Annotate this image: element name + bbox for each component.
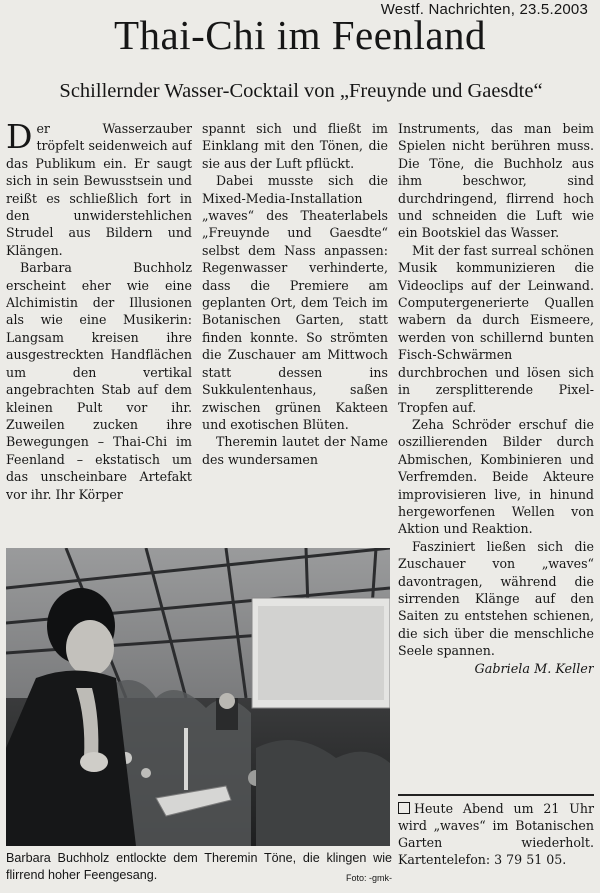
paragraph: Zeha Schröder erschuf die oszillierenden Bilder durch Abmischen, Kombinieren und Verfremden. Beide Akteure improvisieren live, in hinund hergeworfenen Wellen von Aktion und Reaktion. [398, 416, 594, 537]
article-column-2 [202, 120, 388, 542]
article-subheadline: Schillernder Wasser-Cocktail von „Freuynde und Gaesdte“ [59, 80, 543, 102]
article-photo [6, 548, 390, 846]
paragraph-text: er Wasserzauber tröpfelt seidenweich auf das Publikum ein. Er saugt sich in sein Bewusstsein und reißt es schließlich fort in den unwiderstehlichen Strudel aus Bildern und Klängen. [6, 121, 192, 258]
photo-credit: Foto: -gmk- [345, 873, 392, 883]
article-headline: Thai-Chi im Feenland [113, 12, 487, 58]
article-author: Gabriela M. Keller [474, 661, 594, 677]
paragraph [6, 120, 192, 259]
article-column-3 [398, 120, 594, 790]
checkbox-square-icon [398, 802, 410, 814]
paragraph: spannt sich und fließt im Einklang mit den Tönen, die sie aus der Luft pflückt. [202, 121, 388, 171]
photo-caption [6, 850, 392, 887]
article-column-1 [6, 120, 192, 542]
greenhouse-performance-photo [6, 548, 390, 846]
paragraph: Instruments, das man beim Spielen nicht berühren muss. Die Töne, die Buchholz aus ihm beschwor, sind durchdringend, flirrend hoch und schneiden die Luft wie ein Bootskiel das Wasser. [398, 121, 594, 241]
info-box-divider [398, 794, 594, 796]
drop-cap: D [6, 120, 33, 156]
paragraph: Fasziniert ließen sich die Zuschauer von „waves“ davontragen, während die sirrenden Klänge auf den Saiten zu entstehen schienen, die sich über die menschliche Seele spannen. [398, 538, 594, 659]
paragraph: Theremin lautet der Name des wundersamen [202, 434, 388, 467]
paragraph: Mit der fast surreal schönen Musik kommunizieren die Videoclips auf der Leinwand. Computergenerierte Quallen wabern da durch Eismeere, werden von schillernd bunten Fisch-Schwärmen durchbrochen und lösen sich in zersplitterende Pixel-Tropfen auf. [398, 242, 594, 415]
caption-text: Barbara Buchholz entlockte dem Theremin Töne, die klingen wie flirrend hoher Feengesang. [6, 851, 392, 882]
info-box-text: Heute Abend um 21 Uhr wird „waves“ im Botanischen Garten wiederholt. Kartentelefon: 3 79 51 05. [398, 801, 594, 867]
info-box [398, 800, 594, 888]
paragraph: Barbara Buchholz erscheint eher wie eine Alchimistin der Illusionen als wie eine Musikerin: Langsam kreisen ihre ausgestreckten Handflächen um den vertikal angebrachten Stab auf dem kleinen Pult vor ihr. Zuweilen zucken ihre Bewegungen – Thai-Chi im Feenland – ekstatisch um das unscheinbare Artefakt vor ihr. Ihr Körper [6, 260, 192, 502]
newspaper-source: Westf. Nachrichten, 23.5.2003 [380, 1, 588, 18]
paragraph: Dabei musste sich die Mixed-Media-Installation „waves“ des Theaterlabels „Freuynde und Gaesdte“ selbst dem Nass anpassen: Regenwasser verhinderte, dass die Premiere am geplanten Ort, dem Teich im Botanischen Garten, statt finden konnte. So strömten die Zuschauer am Mittwoch statt dessen ins Sukkulentenhaus, saßen zwischen grünen Kakteen und exotischen Blüten. [202, 173, 388, 432]
